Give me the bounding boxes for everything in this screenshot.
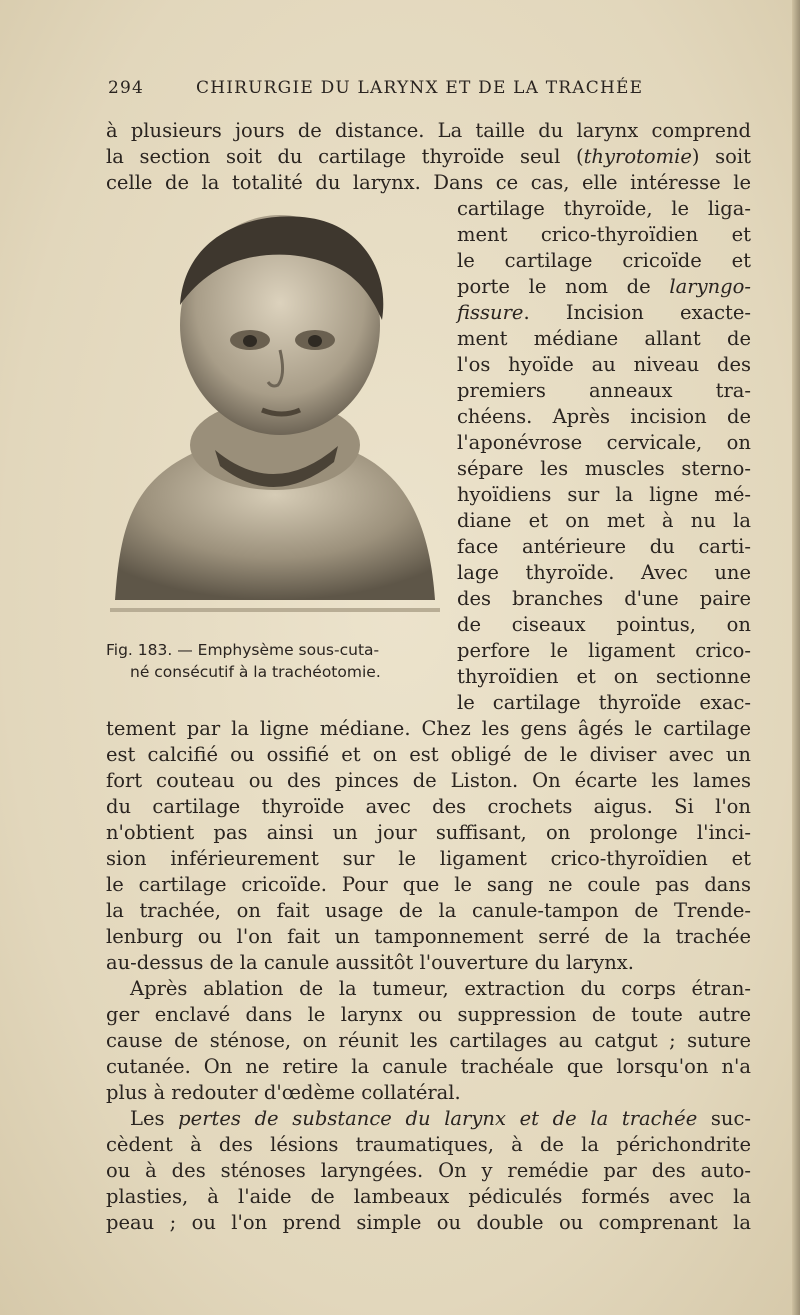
page-spine-shadow: [792, 0, 800, 1315]
text-line: n'obtient pas ainsi un jour suffisant, on prolonge l'inci-: [106, 821, 751, 844]
text-line: l'os hyoïde au niveau des: [457, 353, 751, 376]
text-line: plus à redouter d'œdème collatéral.: [106, 1081, 461, 1104]
figure-caption: Fig. 183. — Emphysème sous-cuta-: [106, 641, 380, 659]
text-line: premiers anneaux tra-: [457, 379, 751, 402]
text-line: à plusieurs jours de distance. La taille du larynx comprend: [106, 119, 751, 142]
figure-caption: né consécutif à la trachéotomie.: [130, 663, 381, 681]
text-line: des branches d'une paire: [457, 587, 751, 610]
text-line: cèdent à des lésions traumatiques, à de la périchondrite: [106, 1133, 751, 1156]
text-line: le cartilage cricoïde et: [457, 249, 751, 272]
text-line: la trachée, on fait usage de la canule-tampon de Trende-: [106, 899, 751, 922]
text-line: Après ablation de la tumeur, extraction du corps étran-: [130, 977, 751, 1000]
italic-term: fissure: [457, 301, 524, 324]
text-line: est calcifié ou ossifié et on est obligé de le diviser avec un: [106, 743, 751, 766]
text-line: le cartilage thyroïde exac-: [457, 691, 751, 714]
text-line: fort couteau ou des pinces de Liston. On écarte les lames: [106, 769, 751, 792]
text-line: sion inférieurement sur le ligament crico-thyroïdien et: [106, 847, 751, 870]
text-line: cutanée. On ne retire la canule trachéale que lorsqu'on n'a: [106, 1055, 751, 1078]
text-line: thyroïdien et on sectionne: [457, 665, 751, 688]
text-line: cartilage thyroïde, le liga-: [457, 197, 751, 220]
text-line: celle de la totalité du larynx. Dans ce cas, elle intéresse le: [106, 171, 751, 194]
text-line: au-dessus de la canule aussitôt l'ouverture du larynx.: [106, 951, 634, 974]
running-header: [108, 78, 748, 106]
text-line: Les pertes de substance du larynx et de la trachée suc-: [130, 1107, 751, 1130]
italic-term: thyrotomie: [583, 145, 692, 168]
text-line: le cartilage cricoïde. Pour que le sang ne coule pas dans: [106, 873, 751, 896]
text-line: lenburg ou l'on fait un tamponnement serré de la trachée: [106, 925, 751, 948]
text-line: hyoïdiens sur la ligne mé-: [457, 483, 751, 506]
text-line: ger enclavé dans le larynx ou suppression de toute autre: [106, 1003, 751, 1026]
text-line: de ciseaux pointus, on: [457, 613, 751, 636]
figure-illustration-child: [110, 210, 440, 622]
text-line: la section soit du cartilage thyroïde seul (thyrotomie) soit: [106, 145, 751, 168]
text-line: face antérieure du carti-: [457, 535, 751, 558]
text-line: ment médiane allant de: [457, 327, 751, 350]
italic-term: pertes de substance du larynx et de la trachée: [178, 1107, 698, 1130]
text-line: porte le nom de laryngo-: [457, 275, 751, 298]
text-line: fissure. Incision exacte-: [457, 301, 751, 324]
text-line: plasties, à l'aide de lambeaux pédiculés formés avec la: [106, 1185, 751, 1208]
text-line: peau ; ou l'on prend simple ou double ou comprenant la: [106, 1211, 751, 1234]
text-line: du cartilage thyroïde avec des crochets aigus. Si l'on: [106, 795, 751, 818]
text-line: diane et on met à nu la: [457, 509, 751, 532]
text-line: cause de sténose, on réunit les cartilages au catgut ; suture: [106, 1029, 751, 1052]
text-line: perfore le ligament crico-: [457, 639, 751, 662]
page-number: 294: [108, 78, 145, 98]
text-line: chéens. Après incision de: [457, 405, 751, 428]
text-line: lage thyroïde. Avec une: [457, 561, 751, 584]
text-line: ou à des sténoses laryngées. On y remédie par des auto-: [106, 1159, 751, 1182]
text-line: l'aponévrose cervicale, on: [457, 431, 751, 454]
text-line: tement par la ligne médiane. Chez les gens âgés le cartilage: [106, 717, 751, 740]
running-title: CHIRURGIE DU LARYNX ET DE LA TRACHÉE: [196, 78, 644, 98]
text-line: ment crico-thyroïdien et: [457, 223, 751, 246]
text-line: sépare les muscles sterno-: [457, 457, 751, 480]
italic-term: laryngo-: [669, 275, 751, 298]
